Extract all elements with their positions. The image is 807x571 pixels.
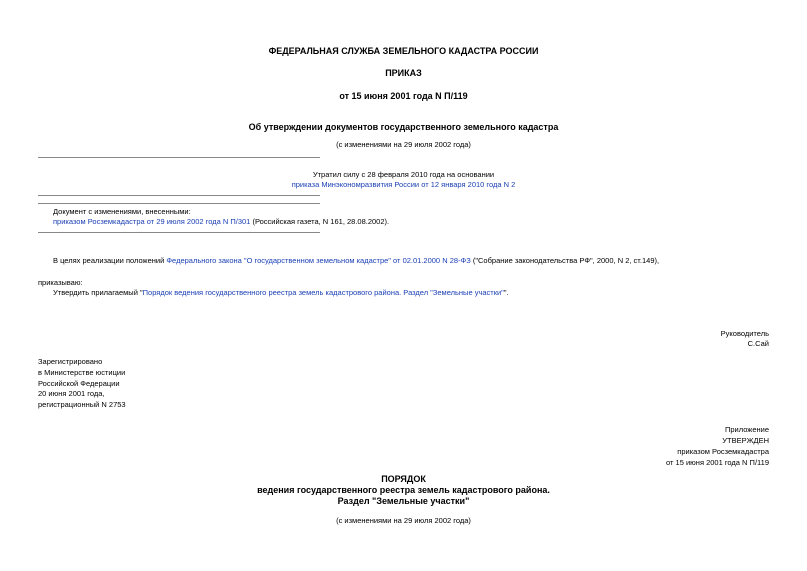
p2-tail: ".: [503, 288, 509, 297]
registration-line: Зарегистрировано: [38, 357, 103, 366]
registration-line: Российской Федерации: [38, 378, 120, 388]
registration-line: регистрационный N 2753: [38, 400, 126, 410]
changes-line: [53, 217, 389, 226]
signature-role: Руководитель: [720, 329, 769, 338]
changes-label: Документ с изменениями, внесенными:: [53, 207, 191, 216]
procedure-link[interactable]: Порядок ведения государственного реестра земель кадастрового района. Раздел "Земельные участки": [142, 288, 504, 297]
agency-name: ФЕДЕРАЛЬНАЯ СЛУЖБА ЗЕМЕЛЬНОГО КАДАСТРА РОССИИ: [268, 46, 539, 56]
signature-name: С.Сай: [747, 339, 769, 348]
status-line: Утратил силу с 28 февраля 2010 года на основании: [312, 170, 495, 179]
changes-tail: (Российская газета, N 161, 28.08.2002).: [250, 217, 390, 226]
repeal-link[interactable]: приказа Минэкономразвития России от 12 января 2010 года N 2: [291, 180, 516, 189]
p2-text: Утвердить прилагаемый ": [53, 288, 143, 297]
doc-type: ПРИКАЗ: [385, 68, 422, 78]
federal-law-link[interactable]: Федерального закона "О государственном земельном кадастре" от 02.01.2000 N 28-ФЗ: [166, 256, 471, 265]
appendix-line: от 15 июня 2001 года N П/119: [666, 458, 769, 467]
divider: [38, 157, 320, 158]
appendix-line: приказом Росземкадастра: [677, 447, 769, 456]
procedure-section: Раздел "Земельные участки": [337, 496, 470, 506]
appendix-line: Приложение: [725, 425, 769, 434]
doc-title: Об утверждении документов государственного земельного кадастра: [248, 122, 559, 132]
divider: [38, 203, 320, 204]
procedure-amendments: (с изменениями на 29 июля 2002 года): [336, 516, 471, 525]
p1-tail: ("Собрание законодательства РФ", 2000, N 2, ст.149),: [470, 256, 660, 265]
amendments-note: (с изменениями на 29 июля 2002 года): [336, 140, 471, 149]
doc-date: от 15 июня 2001 года N П/119: [339, 91, 468, 101]
divider: [38, 232, 320, 233]
divider: [38, 195, 320, 196]
registration-line: в Министерстве юстиции: [38, 367, 126, 377]
changes-link[interactable]: приказом Росземкадастра от 29 июля 2002 года N П/301: [53, 217, 251, 226]
appendix-block: [666, 424, 769, 468]
order-word: приказываю:: [38, 278, 83, 287]
registration-line: 20 июня 2001 года,: [38, 389, 105, 399]
registration-block: [38, 357, 126, 411]
procedure-subtitle: ведения государственного реестра земель кадастрового района.: [257, 485, 550, 495]
paragraph-2: [53, 288, 509, 297]
procedure-title: ПОРЯДОК: [381, 474, 426, 484]
appendix-line: УТВЕРЖДЕН: [722, 436, 769, 445]
paragraph-1: [53, 256, 659, 265]
p1-text: В целях реализации положений: [53, 256, 167, 265]
